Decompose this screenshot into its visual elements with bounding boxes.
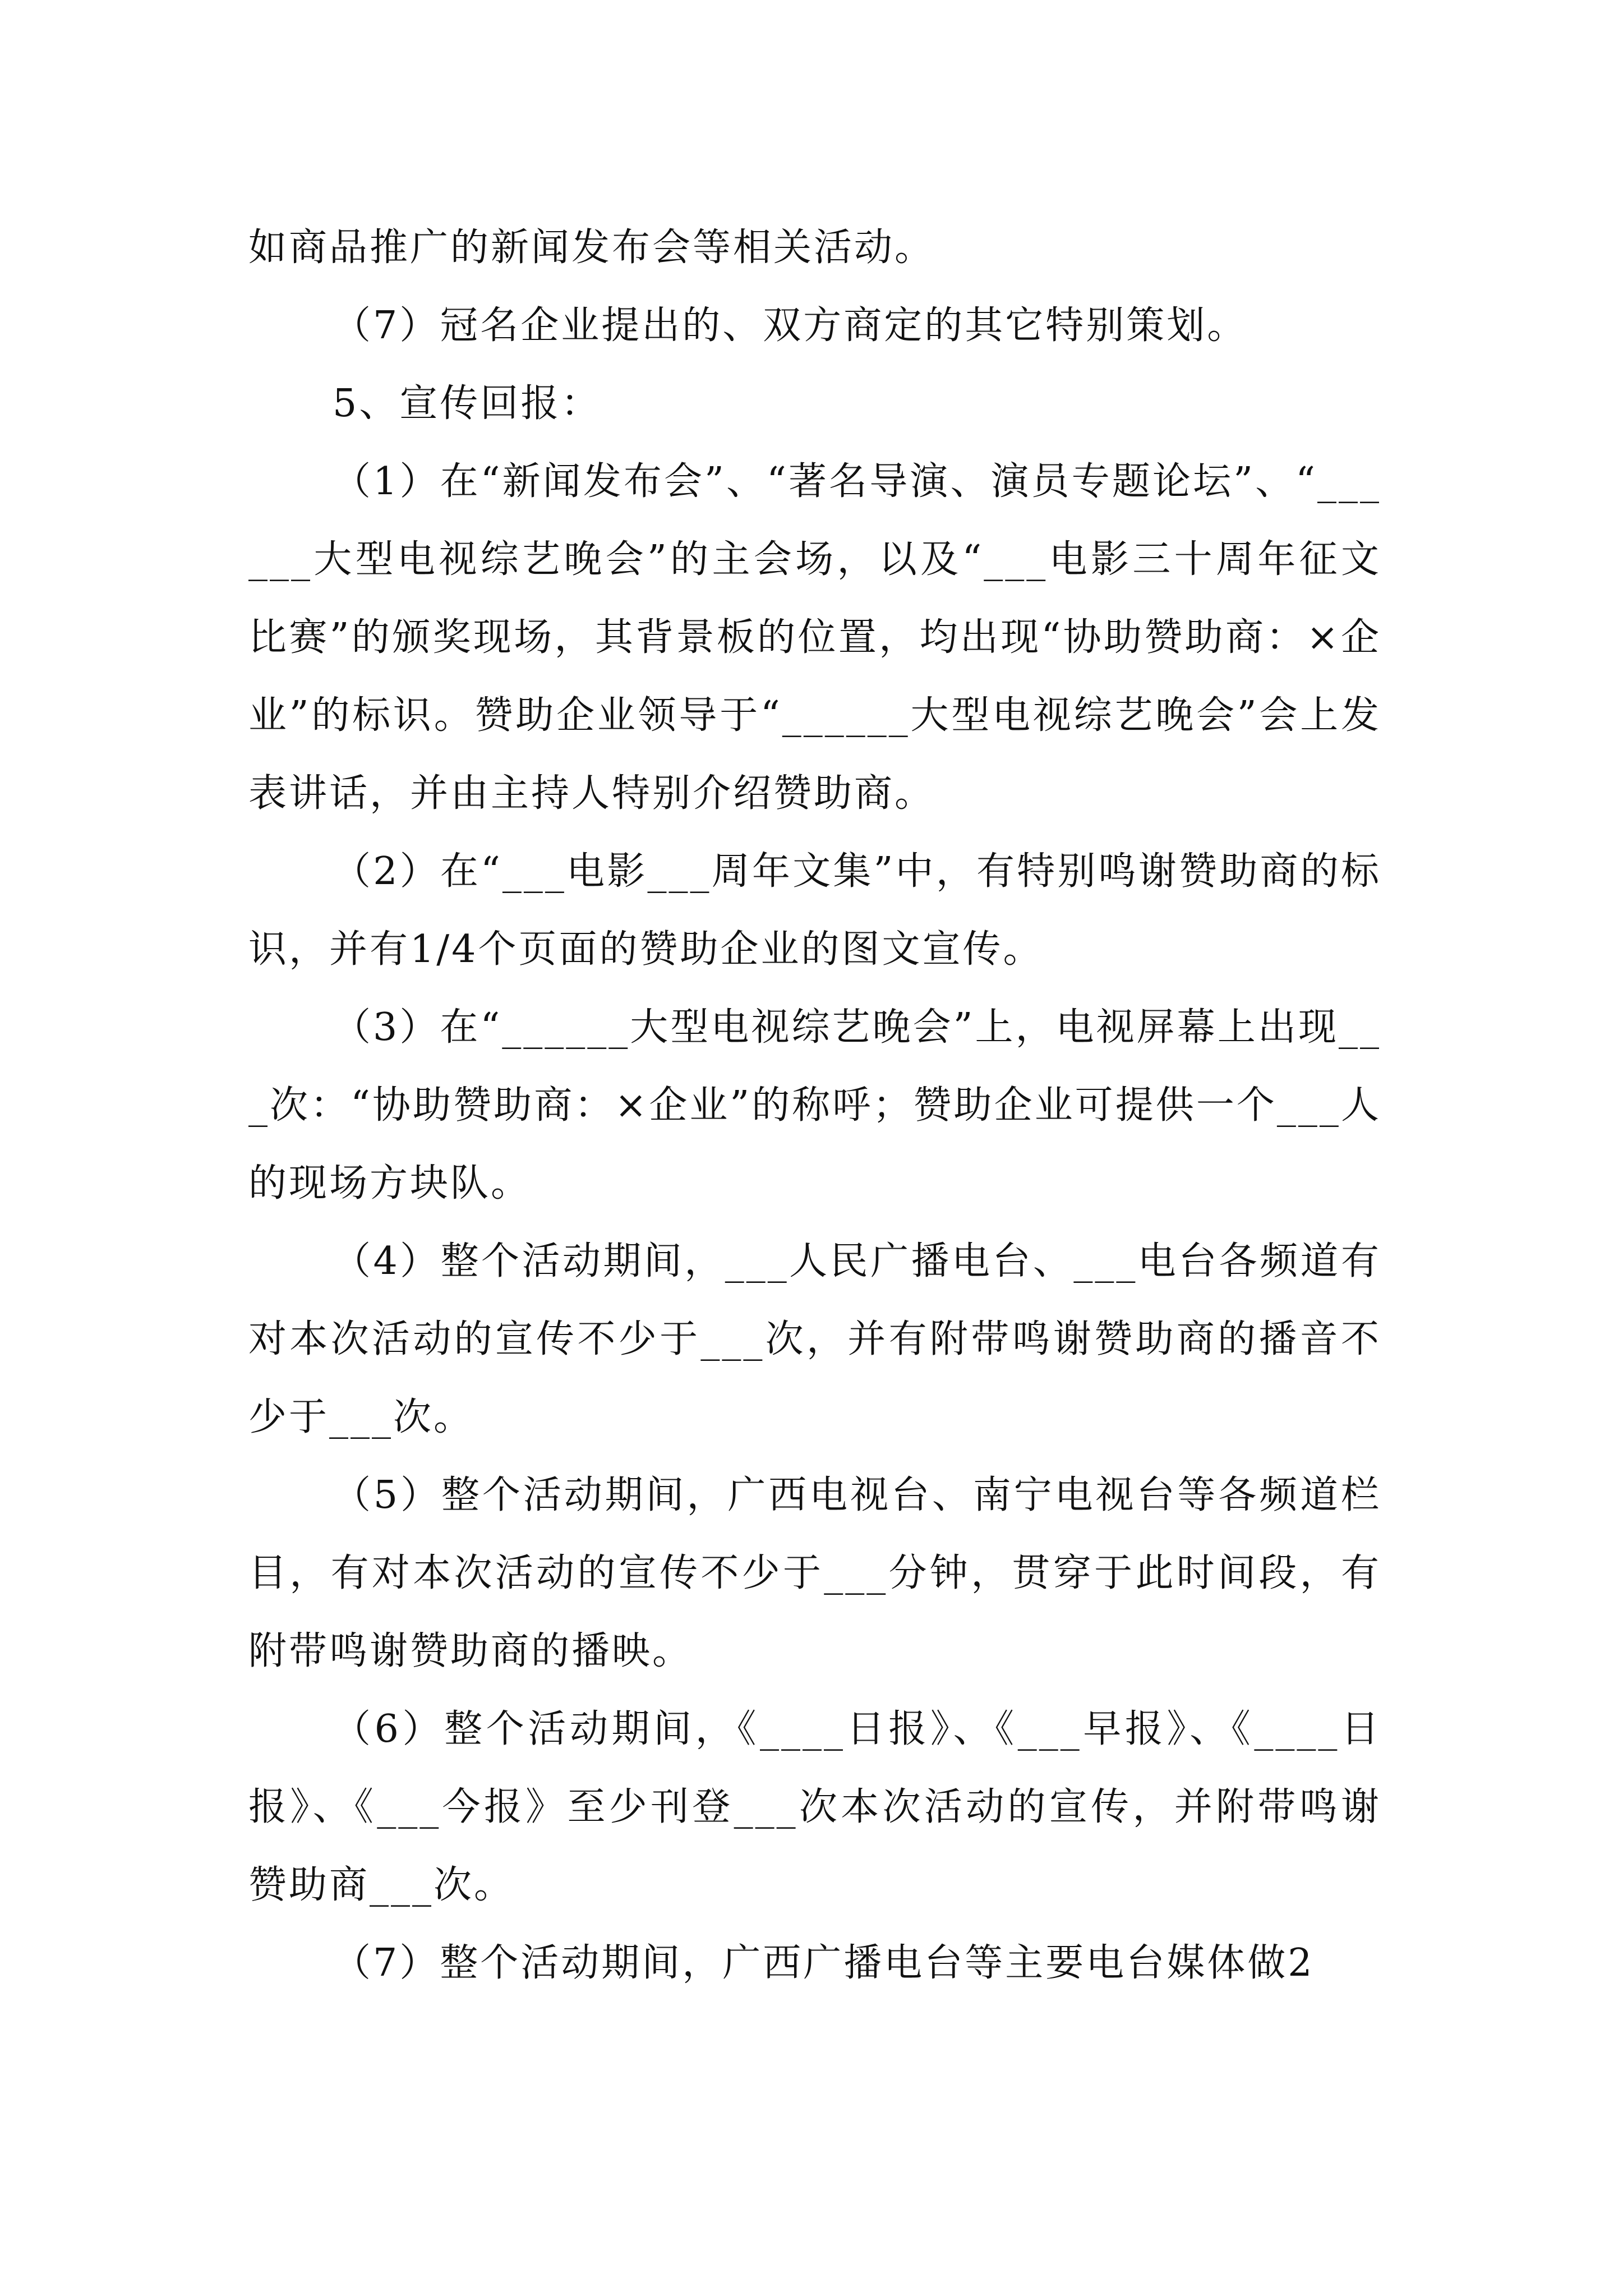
document-body [248,209,1381,2002]
paragraph-return-7: （7）整个活动期间，广西广播电台等主要电台媒体做2 [333,1941,1315,1985]
paragraph-return-5: （5）整个活动期间，广西电视台、南宁电视台等各频道栏目，有对本次活动的宣传不少于___分钟，贯穿于此时间段，有附带鸣谢赞助商的播映。 [248,1473,1381,1673]
section-heading-publicity-returns: 5、宣传回报： [333,381,602,426]
paragraph-return-2: （2）在“___电影___周年文集”中，有特别鸣谢赞助商的标识，并有1/4个页面的赞助企业的图文宣传。 [248,849,1381,972]
paragraph-return-6: （6）整个活动期间，《____日报》、《___早报》、《____日报》、《___今报》至少刊登___次本次活动的宣传，并附带鸣谢赞助商___次。 [248,1707,1381,1907]
paragraph-return-1: （1）在“新闻发布会”、“著名导演、演员专题论坛”、“______大型电视综艺晚会”的主会场，以及“___电影三十周年征文比赛”的颁奖现场，其背景板的位置，均出现“协助赞助商：×企业”的标识。赞助企业领导于“______大型电视综艺晚会”会上发表讲话，并由主持人特别介绍赞助商。 [248,459,1381,816]
paragraph-item-7-special-planning: （7）冠名企业提出的、双方商定的其它特别策划。 [333,303,1248,348]
paragraph-return-3: （3）在“______大型电视综艺晚会”上，电视屏幕上出现___次：“协助赞助商：×企业”的称呼；赞助企业可提供一个___人的现场方块队。 [248,1005,1381,1205]
paragraph-continuation: 如商品推广的新闻发布会等相关活动。 [248,226,935,270]
paragraph-return-4: （4）整个活动期间，___人民广播电台、___电台各频道有对本次活动的宣传不少于___次，并有附带鸣谢赞助商的播音不少于___次。 [248,1239,1381,1439]
